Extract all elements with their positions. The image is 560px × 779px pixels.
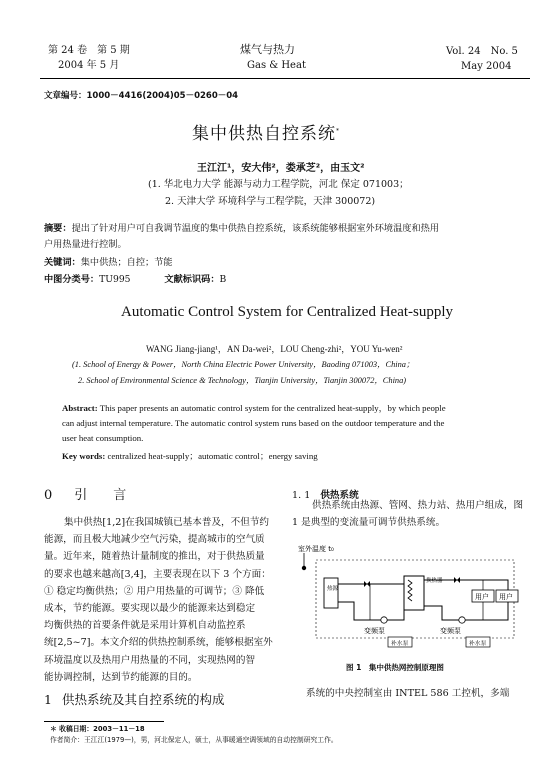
keywords-cn: 关键词：集中供热；自控；节能	[44, 257, 173, 268]
exchanger-label: 换热器	[426, 578, 443, 584]
section-0-heading: 0 引 言	[44, 488, 127, 503]
intro-line: 均衡供热的首要条件就是采用计算机自动监控系	[44, 620, 246, 632]
affiliation-cn-1: (1. 华北电力大学 能源与动力工程学院，河北 保定 071003；	[148, 179, 409, 190]
abstract-en: Abstract: This paper presents an automatic control system for the centralized heat-supply，by which people can adjust internal temperature. The automatic control system runs based on the outdoor temperature and the user heat consumption.	[62, 403, 446, 443]
user-label-2: 用户	[499, 593, 513, 601]
title-footnote-mark: *	[336, 127, 340, 135]
makeup-label-2: 补水泵	[469, 641, 487, 647]
pump-icon	[459, 617, 465, 623]
heat-source-box	[324, 578, 338, 608]
subsection-1-1-text	[292, 497, 524, 531]
footnote	[50, 724, 338, 746]
pump-label-1: 变频泵	[364, 627, 385, 635]
subsection-1-1-heading: 1. 1 供热系统	[292, 490, 359, 501]
intro-line: ① 稳定均衡供热；② 用户用热量的可调节；③ 降低	[44, 585, 265, 597]
heat-exchanger-box	[404, 576, 424, 610]
sub-line: 1 是典型的变流量可调节供热系统。	[292, 517, 446, 529]
page-title-cn: 集中供热自控系统*	[192, 124, 340, 144]
valve-icon	[454, 577, 460, 583]
affiliation-cn-2: 2. 天津大学 环境科学与工程学院，天津 300072)	[165, 196, 376, 207]
header-rule	[40, 78, 530, 79]
footnote-rule	[44, 721, 164, 722]
journal-name-cn: 煤气与热力	[240, 43, 295, 56]
journal-date-cn: 2004 年 5 月	[58, 60, 120, 71]
user-label-1: 用户	[475, 593, 489, 601]
intro-line: 集中供热[1,2]在我国城镇已基本普及，不但节约	[64, 517, 270, 528]
classification: 中图分类号：TU995 文献标识码：B	[44, 274, 227, 285]
intro-line: 能源，而且极大地减少空气污染，提高城市的空气质	[44, 534, 265, 546]
article-number: 文章编号：1000－4416(2004)05－0260－04	[44, 91, 239, 101]
intro-line: 量。近年来，随着热计量制度的推出，对于供热质量	[44, 551, 265, 563]
page-title-en: Automatic Control System for Centralized Heat-supply	[121, 304, 454, 320]
outdoor-temp-label: 室外温度 t₀	[298, 545, 334, 553]
journal-volume-cn: 第 24 卷 第 5 期	[48, 45, 130, 56]
intro-line: 能协调控制，达到节约能源的目的。	[44, 671, 198, 683]
section-1-heading: 1 供热系统及其自控系统的构成	[44, 692, 225, 707]
journal-date-en: May 2004	[461, 61, 512, 72]
intro-line: 的要求也越来越高[3,4]，主要表现在以下 3 个方面：	[44, 568, 271, 580]
secondary-supply-pipe	[424, 580, 508, 612]
pump-icon	[381, 617, 387, 623]
figure-caption: 图 1 集中供热网控制原理图	[346, 663, 444, 672]
secondary-return-pipe	[424, 606, 508, 620]
right-column-text: 系统的中央控制室由 INTEL 586 工控机，多端	[306, 688, 510, 699]
received-date: ＊ 收稿日期：2003－11－18	[50, 725, 145, 733]
heat-source-label: 热源	[327, 586, 339, 592]
pump-label-2: 变频泵	[440, 627, 461, 635]
intro-line: 环境温度以及热用户用热量的不同，实现热网的智	[44, 654, 256, 666]
intro-paragraph	[44, 514, 276, 686]
heat-network-diagram	[294, 540, 526, 652]
valve-icon	[364, 581, 370, 587]
abstract-cn: 摘要：提出了针对用户可自我调节温度的集中供热自控系统，该系统能够根据室外环境温度和热用 户用热量进行控制。	[44, 223, 440, 250]
sub-line: 供热系统由热源、管网、热力站、热用户组成，图	[312, 500, 524, 511]
makeup-label-1: 补水泵	[391, 641, 409, 647]
journal-name-en: Gas & Heat	[247, 60, 306, 71]
journal-volume-en: Vol. 24 No. 5	[446, 46, 518, 57]
authors-cn: 王江江¹，安大伟²，娄承芝²，由玉文²	[197, 163, 365, 174]
primary-return-pipe	[338, 602, 404, 620]
author-bio: 作者简介：王江江(1979—)，男，河北保定人，硕士，从事暖通空调领域的自动控制研究工作。	[50, 736, 338, 744]
authors-en: WANG Jiang-jiang¹，AN Da-wei²，LOU Cheng-zhi²，YOU Yu-wen²	[146, 344, 403, 354]
intro-line: 统[2,5~7]。本文介绍的供热控制系统，能够根据室外	[44, 637, 273, 649]
intro-line: 成本，节约能源。要实现以最少的能源来达到稳定	[44, 603, 256, 615]
affiliation-en-1: (1. School of Energy & Power，North China Electric Power University，Baoding 071003，China；	[72, 360, 415, 369]
outdoor-sensor-icon	[302, 566, 306, 570]
affiliation-en-2: 2. School of Environmental Science & Technology，Tianjin University，Tianjin 300072，China)	[78, 376, 407, 385]
keywords-en: Key words: centralized heat-supply；automatic control；energy saving	[62, 451, 318, 461]
